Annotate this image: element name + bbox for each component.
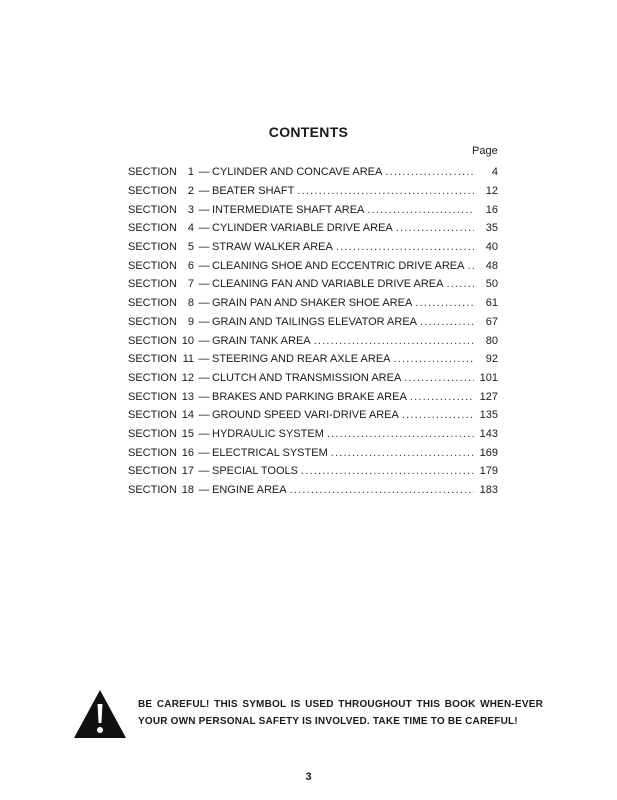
toc-row[interactable] — [128, 163, 498, 182]
toc-section-title: STRAW WALKER AREA — [212, 241, 333, 254]
toc-dash: — — [198, 166, 210, 179]
toc-leader-dots — [412, 297, 474, 309]
toc-section-title: GRAIN PAN AND SHAKER SHOE AREA — [212, 297, 413, 310]
toc-section-label: SECTION — [128, 297, 177, 310]
toc-section-number: 11 — [182, 353, 194, 366]
toc-section-label: SECTION — [128, 222, 177, 235]
toc-leader-dots — [382, 166, 474, 178]
toc-leader-dots — [298, 465, 474, 477]
toc-section-label: SECTION — [128, 334, 177, 347]
toc-section-title: BEATER SHAFT — [212, 185, 295, 198]
toc-section-title: ELECTRICAL SYSTEM — [212, 446, 328, 459]
toc-section-number: 7 — [187, 278, 194, 291]
toc-section-number: 10 — [181, 334, 194, 347]
toc-dash: — — [198, 371, 210, 384]
toc-dash: — — [198, 409, 210, 422]
toc-page-number: 12 — [485, 185, 498, 198]
toc-section-title: INTERMEDIATE SHAFT AREA — [212, 203, 365, 216]
toc-page-number: 101 — [479, 371, 498, 384]
toc-dash: — — [198, 185, 210, 198]
toc-page-number: 40 — [485, 241, 498, 254]
toc-row[interactable] — [128, 275, 498, 294]
toc-dash: — — [198, 297, 210, 310]
toc-dash: — — [198, 427, 210, 440]
toc-page-number: 127 — [479, 390, 498, 403]
toc-section-number: 8 — [187, 297, 194, 310]
toc-page-number: 135 — [479, 409, 498, 422]
toc-page-number: 61 — [485, 297, 498, 310]
toc-dash: — — [198, 241, 210, 254]
toc-section-title: GRAIN AND TAILINGS ELEVATOR AREA — [212, 315, 417, 328]
table-of-contents — [128, 163, 498, 499]
toc-row[interactable] — [128, 331, 498, 350]
toc-page-number: 16 — [485, 203, 498, 216]
toc-leader-dots — [328, 447, 474, 459]
toc-section-label: SECTION — [128, 185, 177, 198]
toc-row[interactable] — [128, 443, 498, 462]
toc-page-number: 4 — [491, 166, 498, 179]
toc-leader-dots — [407, 391, 474, 403]
toc-section-title: CYLINDER VARIABLE DRIVE AREA — [212, 222, 393, 235]
toc-section-number: 3 — [187, 203, 194, 216]
toc-section-title: BRAKES AND PARKING BRAKE AREA — [212, 390, 407, 403]
safety-warning — [72, 688, 552, 748]
toc-row[interactable] — [128, 256, 498, 275]
toc-row[interactable] — [128, 238, 498, 257]
toc-leader-dots — [294, 185, 474, 197]
toc-section-number: 16 — [181, 446, 194, 459]
toc-dash: — — [198, 334, 210, 347]
toc-row[interactable] — [128, 294, 498, 313]
toc-dash: — — [198, 465, 210, 478]
toc-page-number: 48 — [485, 259, 498, 272]
toc-section-label: SECTION — [128, 465, 177, 478]
toc-section-label: SECTION — [128, 390, 177, 403]
toc-leader-dots — [391, 353, 474, 365]
page-number: 3 — [305, 771, 312, 783]
toc-leader-dots — [287, 484, 474, 496]
toc-dash: — — [198, 315, 210, 328]
toc-row[interactable] — [128, 313, 498, 332]
toc-section-label: SECTION — [128, 166, 177, 179]
toc-section-number: 4 — [187, 222, 194, 235]
toc-row[interactable] — [128, 219, 498, 238]
toc-section-number: 6 — [187, 259, 194, 272]
toc-section-number: 2 — [187, 185, 194, 198]
toc-page-number: 92 — [485, 353, 498, 366]
toc-dash: — — [198, 278, 210, 291]
toc-section-number: 15 — [181, 427, 194, 440]
toc-leader-dots — [324, 428, 474, 440]
toc-section-title: STEERING AND REAR AXLE AREA — [212, 353, 391, 366]
toc-dash: — — [198, 446, 210, 459]
toc-dash: — — [198, 259, 210, 272]
toc-dash: — — [198, 353, 210, 366]
toc-section-title: GROUND SPEED VARI-DRIVE AREA — [212, 409, 399, 422]
toc-page-number: 80 — [485, 334, 498, 347]
toc-section-title: SPECIAL TOOLS — [212, 465, 299, 478]
toc-row[interactable] — [128, 425, 498, 444]
toc-page-number: 179 — [479, 465, 498, 478]
toc-section-number: 1 — [187, 166, 194, 179]
toc-section-number: 18 — [181, 484, 194, 497]
toc-row[interactable] — [128, 406, 498, 425]
toc-page-number: 50 — [485, 278, 498, 291]
toc-leader-dots — [311, 335, 474, 347]
toc-section-number: 14 — [181, 409, 194, 422]
toc-row[interactable] — [128, 387, 498, 406]
toc-leader-dots — [464, 260, 474, 272]
toc-row[interactable] — [128, 182, 498, 201]
page-title: CONTENTS — [268, 124, 349, 140]
toc-section-title: CYLINDER AND CONCAVE AREA — [212, 166, 383, 179]
toc-section-label: SECTION — [128, 259, 177, 272]
toc-dash: — — [198, 222, 210, 235]
toc-section-label: SECTION — [128, 484, 177, 497]
toc-section-label: SECTION — [128, 241, 177, 254]
toc-row[interactable] — [128, 462, 498, 481]
toc-row[interactable] — [128, 481, 498, 500]
toc-page-number: 143 — [479, 427, 498, 440]
toc-section-label: SECTION — [128, 371, 177, 384]
toc-section-title: ENGINE AREA — [212, 484, 287, 497]
toc-section-label: SECTION — [128, 203, 177, 216]
toc-section-label: SECTION — [128, 446, 177, 459]
toc-dash: — — [198, 484, 210, 497]
warning-text: BE CAREFUL! THIS SYMBOL IS USED THROUGHOUT THIS BOOK WHEN-EVER YOUR OWN PERSONAL SAFETY IS INVOLVED. TAKE TIME TO BE CAREFUL! — [138, 699, 543, 727]
toc-section-label: SECTION — [128, 353, 177, 366]
toc-section-number: 13 — [181, 390, 194, 403]
toc-section-label: SECTION — [128, 278, 177, 291]
toc-row[interactable] — [128, 200, 498, 219]
toc-leader-dots — [364, 204, 474, 216]
toc-leader-dots — [399, 409, 474, 421]
toc-section-title: GRAIN TANK AREA — [212, 334, 311, 347]
toc-page-number: 35 — [485, 222, 498, 235]
toc-section-number: 5 — [187, 241, 194, 254]
toc-section-number: 17 — [181, 465, 194, 478]
toc-section-title: CLEANING FAN AND VARIABLE DRIVE AREA — [212, 278, 444, 291]
toc-page-number: 169 — [479, 446, 498, 459]
toc-leader-dots — [443, 278, 474, 290]
toc-row[interactable] — [128, 369, 498, 388]
toc-leader-dots — [333, 241, 474, 253]
toc-row[interactable] — [128, 350, 498, 369]
toc-leader-dots — [401, 372, 474, 384]
page-column-header: Page — [472, 145, 498, 157]
toc-section-label: SECTION — [128, 409, 177, 422]
toc-page-number: 183 — [479, 484, 498, 497]
toc-section-number: 12 — [181, 371, 194, 384]
toc-dash: — — [198, 203, 210, 216]
toc-section-label: SECTION — [128, 427, 177, 440]
toc-leader-dots — [417, 316, 474, 328]
toc-leader-dots — [393, 222, 474, 234]
toc-dash: — — [198, 390, 210, 403]
toc-section-title: HYDRAULIC SYSTEM — [212, 427, 324, 440]
toc-section-number: 9 — [187, 315, 194, 328]
warning-triangle-icon — [72, 688, 128, 745]
toc-section-title: CLUTCH AND TRANSMISSION AREA — [212, 371, 402, 384]
toc-page-number: 67 — [485, 315, 498, 328]
toc-section-title: CLEANING SHOE AND ECCENTRIC DRIVE AREA — [212, 259, 465, 272]
toc-section-label: SECTION — [128, 315, 177, 328]
